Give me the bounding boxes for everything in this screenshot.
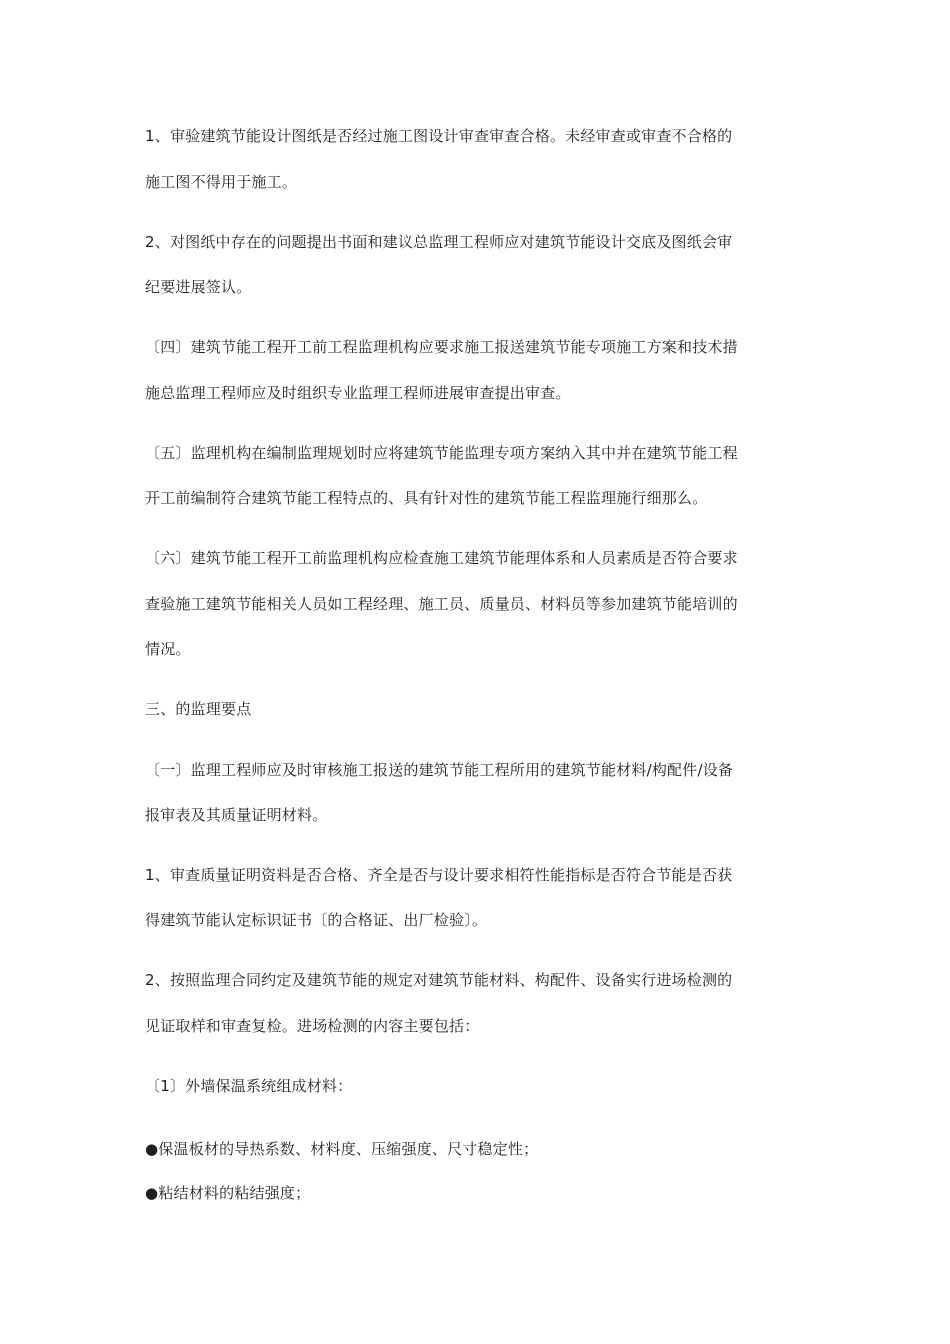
paragraph-line: 〔一〕监理工程师应及时审核施工报送的建筑节能工程所用的建筑节能材料/构配件/设备 <box>145 761 734 779</box>
paragraph-line: 查验施工建筑节能相关人员如工程经理、施工员、质量员、材料员等参加建筑节能培训的 <box>145 595 738 613</box>
bullet-item: ●保温板材的导热系数、材料度、压缩强度、尺寸稳定性； <box>145 1140 539 1158</box>
paragraph-line: 〔六〕建筑节能工程开工前监理机构应检查施工建筑节能理体系和人员素质是否符合要求 <box>145 549 738 567</box>
paragraph-line: 〔1〕外墙保温系统组成材料： <box>145 1077 353 1095</box>
paragraph-line: 2、对图纸中存在的问题提出书面和建议总监理工程师应对建筑节能设计交底及图纸会审 <box>145 233 733 251</box>
paragraph-line: 施总监理工程师应及时组织专业监理工程师进展审查提出审查。 <box>145 384 571 402</box>
paragraph-line: 见证取样和审查复检。进场检测的内容主要包括： <box>145 1017 480 1035</box>
paragraph-line: 〔四〕建筑节能工程开工前工程监理机构应要求施工报送建筑节能专项施工方案和技术措 <box>145 338 738 356</box>
paragraph-line: 情况。 <box>145 640 191 658</box>
paragraph-line: 2、按照监理合同约定及建筑节能的规定对建筑节能材料、构配件、设备实行进场检测的 <box>145 971 733 989</box>
paragraph-line: 1、审验建筑节能设计图纸是否经过施工图设计审查审查合格。未经审查或审查不合格的 <box>145 127 733 145</box>
paragraph-line: 1、审查质量证明资料是否合格、齐全是否与设计要求相符性能指标是否符合节能是否获 <box>145 866 733 884</box>
paragraph-line: 开工前编制符合建筑节能工程特点的、具有针对性的建筑节能工程监理施行细那么。 <box>145 489 708 507</box>
paragraph-line: 〔五〕监理机构在编制监理规划时应将建筑节能监理专项方案纳入其中并在建筑节能工程 <box>145 444 738 462</box>
bullet-item: ●粘结材料的粘结强度； <box>145 1184 311 1202</box>
section-heading: 三、的监理要点 <box>145 700 252 718</box>
paragraph-line: 报审表及其质量证明材料。 <box>145 806 328 824</box>
paragraph-line: 施工图不得用于施工。 <box>145 173 298 191</box>
paragraph-line: 得建筑节能认定标识证书〔的合格证、出厂检验〕。 <box>145 911 488 929</box>
paragraph-line: 纪要进展签认。 <box>145 278 252 296</box>
